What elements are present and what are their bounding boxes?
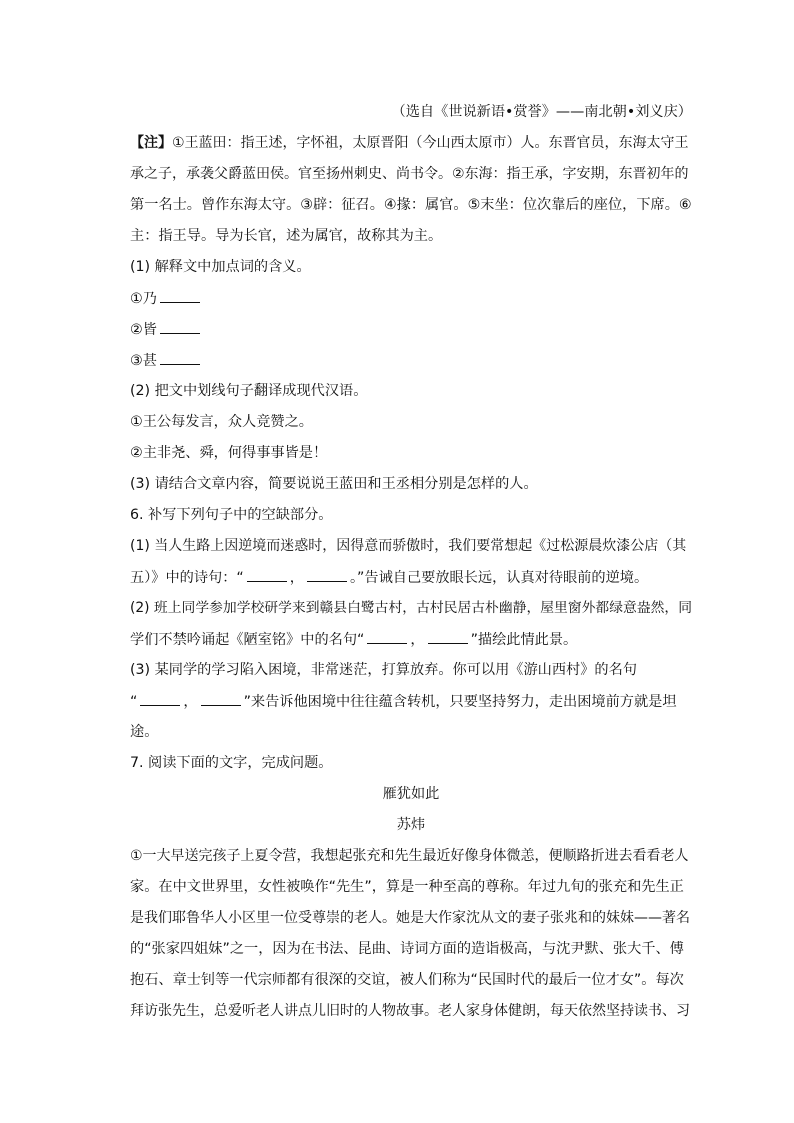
article-line: ①一大早送完孩子上夏令营，我想起张充和先生最近好像身体微恙，便顺路折进去看看老人 (130, 848, 689, 864)
question-1-item: ②皆 (130, 319, 692, 340)
note-line-1 (130, 133, 692, 153)
question-2-item: ①王公每发言，众人竞赞之。 (130, 414, 313, 430)
section-6-title: 6. 补写下列句子中的空缺部分。 (130, 507, 333, 523)
question-3-prompt: (3) 请结合文章内容，简要说说王蓝田和王丞相分别是怎样的人。 (130, 476, 538, 492)
article-line: 的“张家四姐妹”之一，因为在书法、昆曲、诗词方面的造诣极高，与沈尹默、张大千、傅 (130, 941, 684, 957)
answer-blank[interactable] (428, 629, 468, 644)
article-title: 雁犹如此 (382, 786, 440, 802)
answer-blank[interactable] (367, 629, 407, 644)
article-line: 是我们耶鲁华人小区里一位受尊崇的老人。她是大作家沈从文的妻子张兆和的妹妹——著名 (130, 910, 690, 926)
question-1-item: ③甚 (130, 350, 692, 371)
article-author: 苏炜 (396, 817, 426, 833)
section-7-title: 7. 阅读下面的文字，完成问题。 (130, 755, 333, 771)
section-6-item-2-line-1: (2) 班上同学参加学校研学来到赣县白鹭古村，古村民居古朴幽静，屋里窗外都绿意盎然，同 (130, 600, 693, 616)
answer-blank[interactable] (160, 288, 200, 303)
section-6-item-3-line-2: “ ， ”来告诉他困境中往往蕴含转机，只要坚持努力，走出困境前方就是坦 (130, 691, 692, 712)
section-6-item-3-line-1: (3) 某同学的学习陷入困境，非常迷茫，打算放弃。你可以用《游山西村》的名句 (130, 662, 637, 678)
section-6-item-3-line-3: 途。 (130, 724, 159, 740)
note-line-4: 主：指王导。导为长官，述为属官，故称其为主。 (130, 228, 443, 244)
article-line: 家。在中文世界里，女性被唤作“先生”，算是一种至高的尊称。年过九旬的张充和先生正 (130, 879, 684, 895)
question-1-prompt: (1) 解释文中加点词的含义。 (130, 259, 311, 275)
section-6-item-1-line-1: (1) 当人生路上因逆境而迷惑时，因得意而骄傲时，我们要常想起《过松源晨炊漆公店（其 (130, 538, 687, 554)
source-citation: （选自《世说新语•赏誉》——南北朝•刘义庆） (391, 104, 692, 120)
article-line: 抱石、章士钊等一代宗师都有很深的交谊，被人们称为“民国时代的最后一位才女”。每次 (130, 972, 684, 988)
section-6-item-2-line-2: 学们不禁吟诵起《陋室铭》中的名句“ ， ”描绘此情此景。 (130, 629, 692, 650)
note-line-3: 第一名士。曾作东海太守。③辟：征召。④掾：属官。⑤末坐：位次靠后的座位，下席。⑥ (130, 197, 692, 213)
answer-blank[interactable] (307, 567, 347, 582)
note-label: 【注】 (130, 135, 172, 151)
note-line-2: 承之子，承袭父爵蓝田侯。官至扬州刺史、尚书令。②东海：指王承，字安期，东晋初年的 (130, 166, 689, 182)
note-text: 【注】①王蓝田：指王述，字怀祖，太原晋阳（今山西太原市）人。东晋官员，东海太守王 (130, 135, 689, 151)
question-2-item: ②主非尧、舜，何得事事皆是！ (130, 445, 328, 461)
article-line: 拜访张先生，总爱听老人讲点儿旧时的人物故事。老人家身体健朗，每天依然坚持读书、习 (130, 1003, 690, 1019)
answer-blank[interactable] (140, 691, 180, 706)
section-6-item-1-line-2: 五）》中的诗句：“ ， 。”告诫自己要放眼长远，认真对待眼前的逆境。 (130, 567, 692, 588)
question-2-prompt: (2) 把文中划线句子翻译成现代汉语。 (130, 383, 368, 399)
answer-blank[interactable] (160, 350, 200, 365)
answer-blank[interactable] (160, 319, 200, 334)
answer-blank[interactable] (201, 691, 241, 706)
question-1-item: ①乃 (130, 288, 692, 309)
answer-blank[interactable] (247, 567, 287, 582)
